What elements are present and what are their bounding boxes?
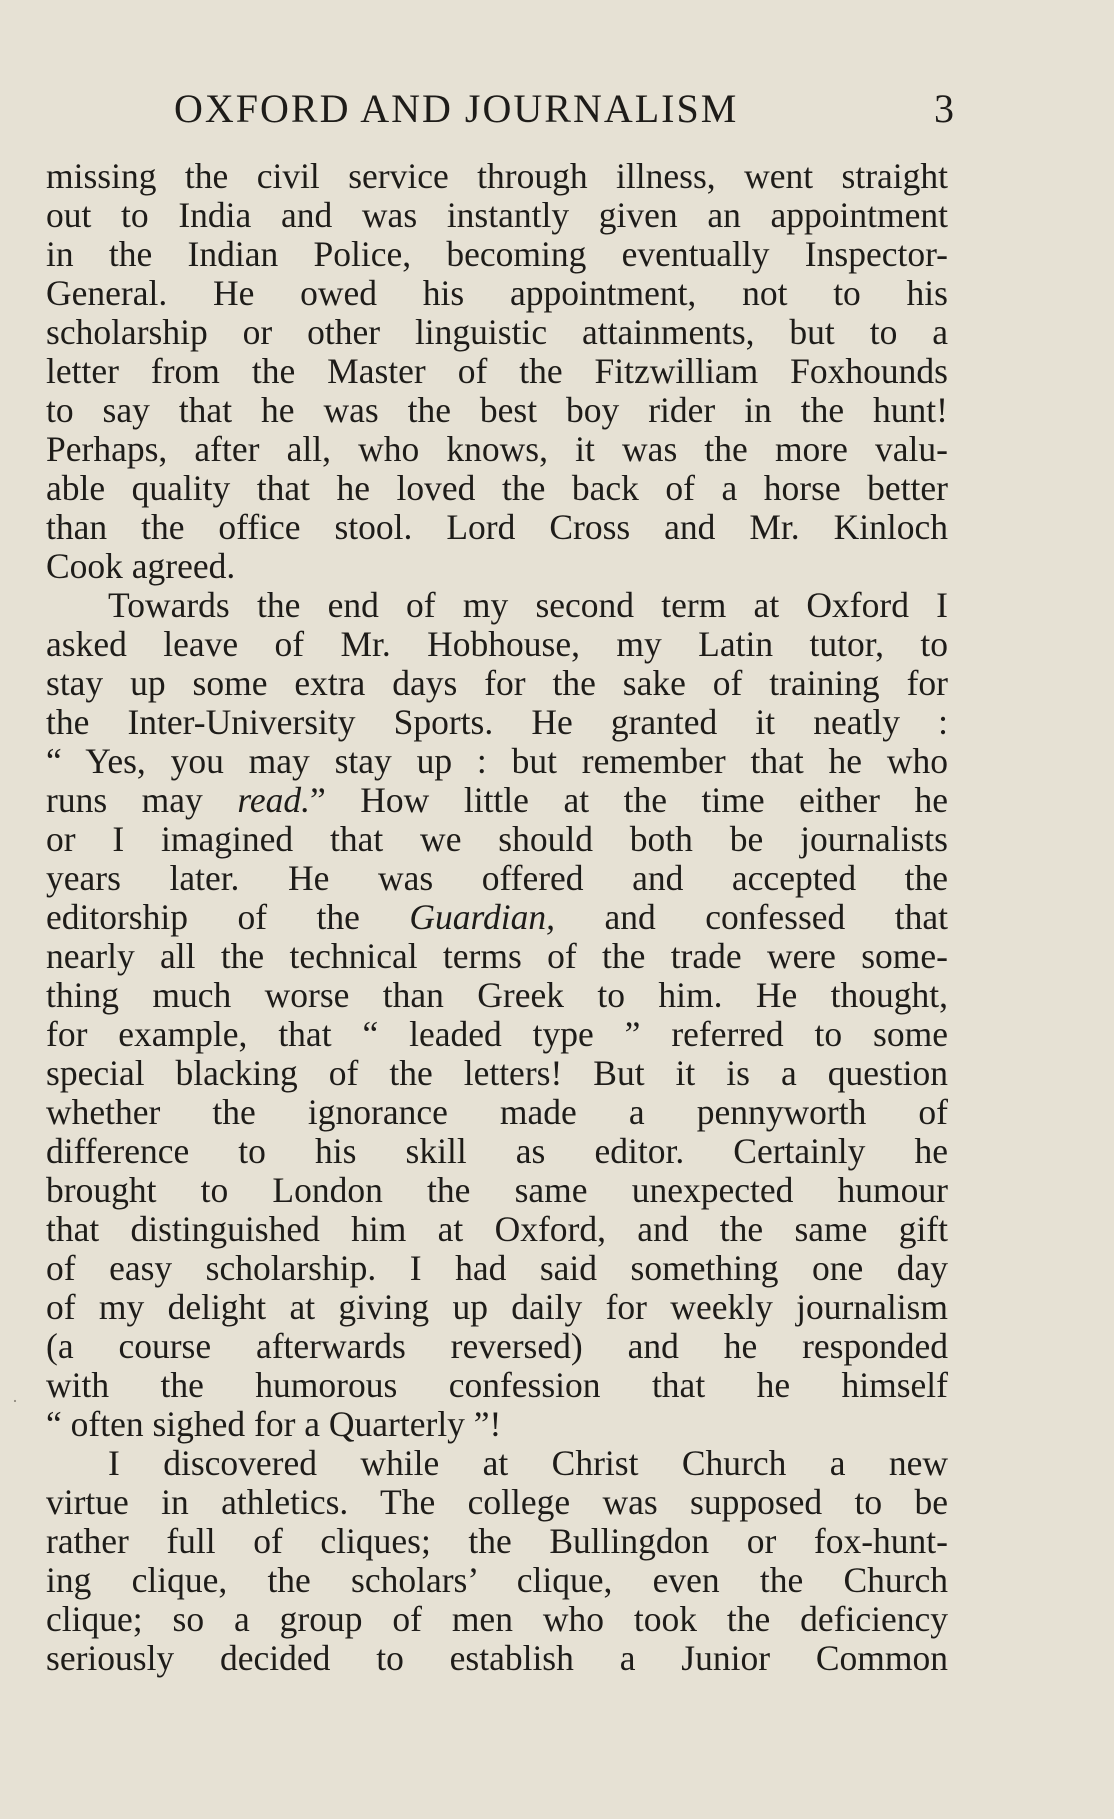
text-line: the Inter-University Sports. He granted it neatly : [46, 702, 948, 742]
italic-title-guardian: Guardian, [409, 897, 556, 937]
text-line: Perhaps, after all, who knows, it was the more valu- [46, 429, 948, 469]
text-line: or I imagined that we should both be journalists [46, 819, 948, 859]
text-run: ” How little at the time either he [309, 780, 948, 820]
text-line: thing much worse than Greek to him. He thought, [46, 975, 948, 1015]
text-line: seriously decided to establish a Junior Common [46, 1638, 948, 1678]
text-line: asked leave of Mr. Hobhouse, my Latin tutor, to [46, 624, 948, 664]
text-line: with the humorous confession that he himself [46, 1365, 948, 1405]
text-line: rather full of cliques; the Bullingdon or fox-hunt- [46, 1521, 948, 1561]
running-title: OXFORD AND JOURNALISM [174, 86, 739, 131]
text-line: whether the ignorance made a pennyworth of [46, 1092, 948, 1132]
text-line: able quality that he loved the back of a horse better [46, 468, 948, 508]
text-run: and confessed that [555, 897, 948, 937]
text-line: I discovered while at Christ Church a new [108, 1443, 948, 1483]
text-line: (a course afterwards reversed) and he responded [46, 1326, 948, 1366]
text-line: in the Indian Police, becoming eventually Inspector- [46, 234, 948, 274]
text-line: clique; so a group of men who took the deficiency [46, 1599, 948, 1639]
text-line: special blacking of the letters! But it is a question [46, 1053, 948, 1093]
text-line: General. He owed his appointment, not to his [46, 273, 948, 313]
text-line: for example, that “ leaded type ” referred to some [46, 1014, 948, 1054]
text-line: “ often sighed for a Quarterly ”! [46, 1404, 502, 1444]
text-line: stay up some extra days for the sake of training for [46, 663, 948, 703]
text-line: missing the civil service through illness, went straight [46, 156, 948, 196]
margin-mark: · [12, 1391, 18, 1411]
text-line: letter from the Master of the Fitzwilliam Foxhounds [46, 351, 948, 391]
text-line: ing clique, the scholars’ clique, even the Church [46, 1560, 948, 1600]
text-line: difference to his skill as editor. Certainly he [46, 1131, 948, 1171]
text-run: editorship of the [46, 897, 410, 937]
italic-word-read: read. [237, 780, 310, 820]
page-number: 3 [934, 86, 954, 131]
body-text [46, 157, 948, 1678]
text-line: that distinguished him at Oxford, and the same gift [46, 1209, 948, 1249]
text-line: of easy scholarship. I had said something one day [46, 1248, 948, 1288]
text-line: to say that he was the best boy rider in the hunt! [46, 390, 948, 430]
text-line: nearly all the technical terms of the trade were some- [46, 936, 948, 976]
text-line: years later. He was offered and accepted the [46, 858, 948, 898]
running-head [170, 84, 954, 134]
text-line: Cook agreed. [46, 546, 236, 586]
text-line-with-italic [46, 898, 948, 937]
text-run: runs may [46, 780, 238, 820]
text-line: Towards the end of my second term at Oxford I [108, 585, 948, 625]
text-line: “ Yes, you may stay up : but remember that he who [46, 741, 948, 781]
text-line-with-italic [46, 781, 948, 820]
text-line: than the office stool. Lord Cross and Mr. Kinloch [46, 507, 948, 547]
text-line: brought to London the same unexpected humour [46, 1170, 948, 1210]
text-line: scholarship or other linguistic attainments, but to a [46, 312, 948, 352]
text-line: virtue in athletics. The college was supposed to be [46, 1482, 948, 1522]
text-line: out to India and was instantly given an appointment [46, 195, 948, 235]
text-line: of my delight at giving up daily for weekly journalism [46, 1287, 948, 1327]
